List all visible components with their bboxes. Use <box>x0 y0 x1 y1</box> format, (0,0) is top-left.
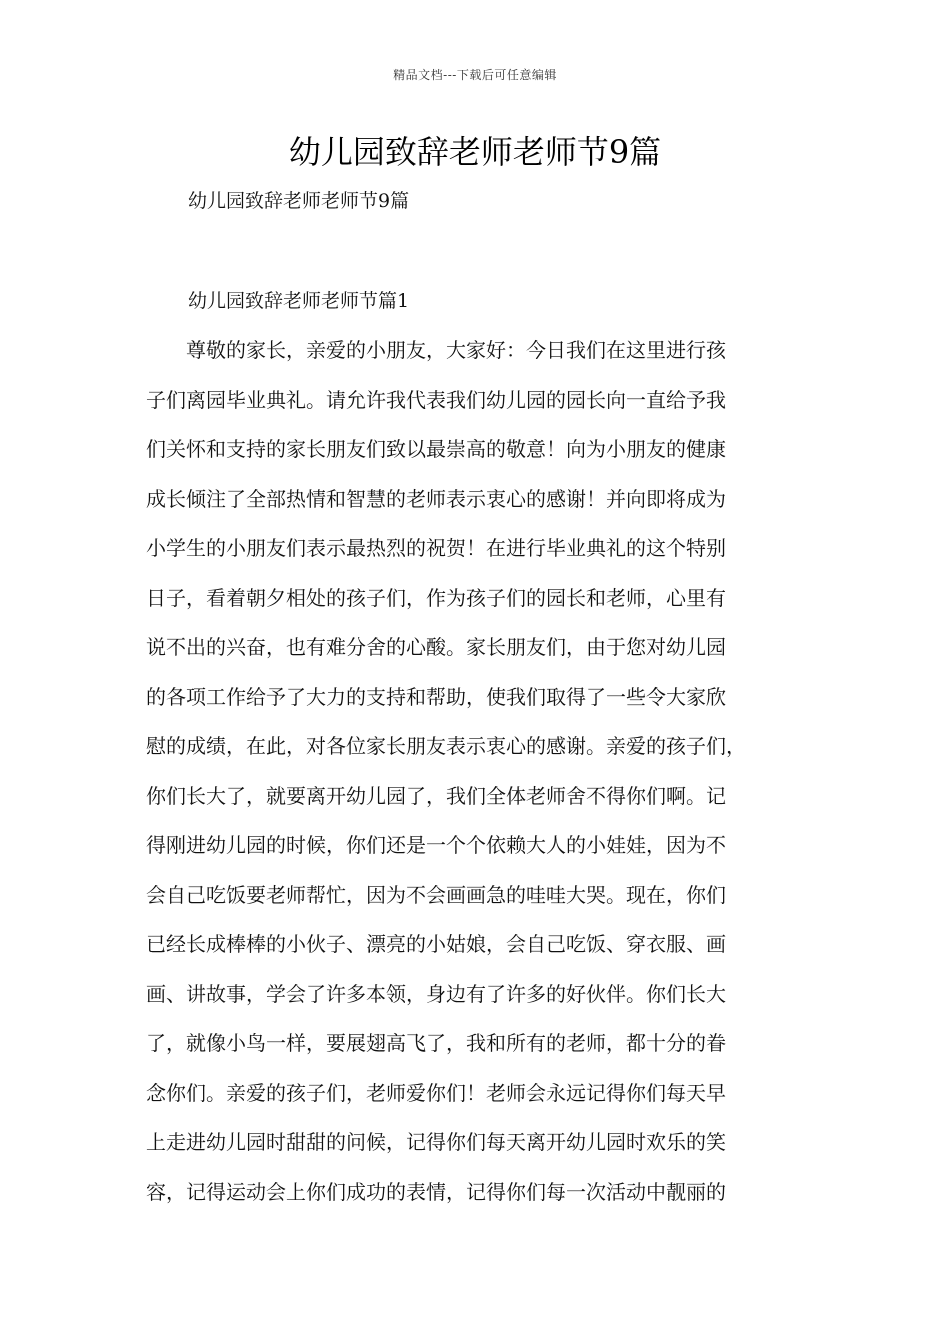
body-line: 说不出的兴奋，也有难分舍的心酸。家长朋友们，由于您对幼儿园 <box>146 635 726 659</box>
body-line: 你们长大了，就要离开幼儿园了，我们全体老师舍不得你们啊。记 <box>146 783 726 808</box>
body-line: 们关怀和支持的家长朋友们致以最崇高的敬意！向为小朋友的健康 <box>146 437 726 461</box>
header-note: 精品文档---下载后可任意编辑 <box>393 68 557 82</box>
section-heading: 幼儿园致辞老师老师节篇1 <box>188 290 410 312</box>
body-line: 画、讲故事，学会了许多本领，身边有了许多的好伙伴。你们长大 <box>146 981 726 1006</box>
body-line: 慰的成绩，在此，对各位家长朋友表示衷心的感谢。亲爱的孩子们， <box>146 734 746 758</box>
body-line: 已经长成棒棒的小伙子、漂亮的小姑娘，会自己吃饭、穿衣服、画 <box>146 932 726 956</box>
body-line: 的各项工作给予了大力的支持和帮助，使我们取得了一些令大家欣 <box>146 684 726 709</box>
body-line: 得刚进幼儿园的时候，你们还是一个个依赖大人的小娃娃，因为不 <box>146 833 726 857</box>
document-title: 幼儿园致辞老师老师节9篇 <box>288 133 662 171</box>
body-line: 念你们。亲爱的孩子们，老师爱你们！老师会永远记得你们每天早 <box>146 1080 726 1105</box>
body-line: 日子，看着朝夕相处的孩子们，作为孩子们的园长和老师，心里有 <box>146 585 726 610</box>
body-line: 了，就像小鸟一样，要展翅高飞了，我和所有的老师，都十分的眷 <box>146 1031 726 1055</box>
body-line: 子们离园毕业典礼。请允许我代表我们幼儿园的园长向一直给予我 <box>146 387 726 412</box>
body-line: 会自己吃饭要老师帮忙，因为不会画画急的哇哇大哭。现在，你们 <box>146 882 726 907</box>
body-line: 成长倾注了全部热情和智慧的老师表示衷心的感谢！并向即将成为 <box>146 486 726 511</box>
body-text <box>146 335 836 1226</box>
body-line: 尊敬的家长，亲爱的小朋友，大家好：今日我们在这里进行孩 <box>146 338 726 362</box>
body-line: 上走进幼儿园时甜甜的问候，记得你们每天离开幼儿园时欢乐的笑 <box>146 1130 726 1154</box>
document-subtitle: 幼儿园致辞老师老师节9篇 <box>188 190 410 212</box>
body-line: 小学生的小朋友们表示最热烈的祝贺！在进行毕业典礼的这个特别 <box>146 536 726 560</box>
body-line: 容，记得运动会上你们成功的表情，记得你们每一次活动中靓丽的 <box>146 1179 726 1204</box>
